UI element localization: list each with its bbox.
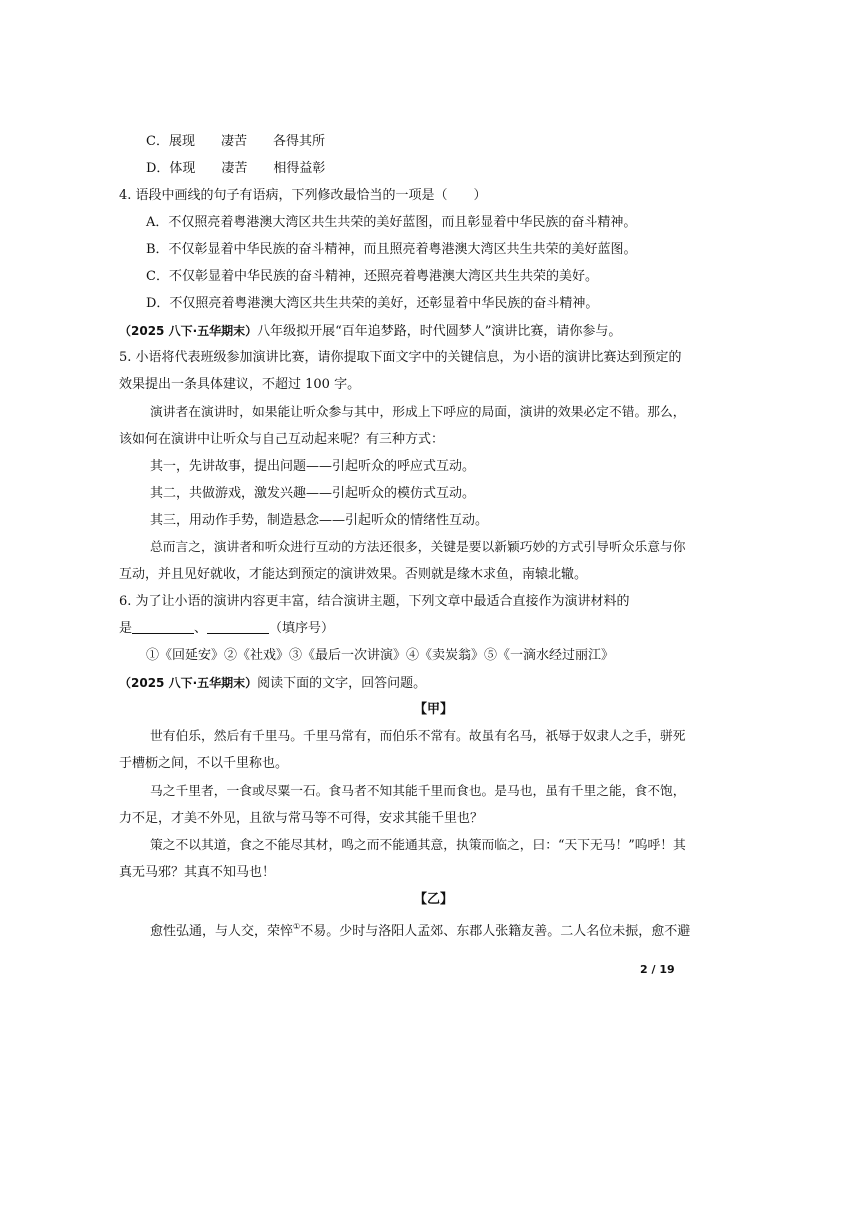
section-intro bbox=[119, 322, 621, 341]
q3-option-d: D．体现 凄苦 相得益彰 bbox=[146, 161, 326, 176]
q4-option-d: D．不仅照亮着粤港澳大湾区共生共荣的美好，还彰显着中华民族的奋斗精神。 bbox=[146, 296, 599, 311]
jia-p3-line2: 真无马邪？其真不知马也！ bbox=[119, 865, 276, 880]
q4-stem: 4. 语段中画线的句子有语病，下列修改最恰当的一项是（ ） bbox=[119, 188, 487, 203]
q6-stem-prefix: 是 bbox=[119, 621, 133, 636]
yi-p1-line1 bbox=[150, 918, 690, 941]
q5-stem-line1: 5. 小语将代表班级参加演讲比赛，请你提取下面文字中的关键信息，为小语的演讲比赛达到预定的 bbox=[119, 350, 682, 365]
q3-option-c: C．展现 凄苦 各得其所 bbox=[146, 134, 325, 149]
q5-method2: 其二，共做游戏，激发兴趣——引起听众的模仿式互动。 bbox=[150, 486, 476, 501]
reading-intro-text: 阅读下面的文字，回答问题。 bbox=[257, 676, 427, 691]
q6-separator: 、 bbox=[194, 621, 208, 636]
q5-para2-line2: 互动，并且见好就收，才能达到预定的演讲效果。否则就是缘木求鱼，南辕北辙。 bbox=[119, 567, 588, 582]
q4-option-b: B．不仅彰显着中华民族的奋斗精神，而且照亮着粤港澳大湾区共生共荣的美好蓝图。 bbox=[146, 242, 637, 257]
jia-title: 【甲】 bbox=[413, 702, 453, 717]
reading-source: （2025 八下·五华期末） bbox=[119, 676, 258, 690]
q5-method3: 其三，用动作手势，制造悬念——引起听众的情绪性互动。 bbox=[150, 513, 489, 528]
yi-text-after-note: 不易。少时与洛阳人孟郊、东郡人张籍友善。二人名位未振，愈不避 bbox=[300, 924, 691, 939]
page-number: 2 / 19 bbox=[640, 963, 675, 976]
q5-para1-line1: 演讲者在演讲时，如果能让听众参与其中，形成上下呼应的局面，演讲的效果必定不错。那么， bbox=[150, 405, 686, 420]
q6-hint: （填序号） bbox=[269, 621, 335, 636]
q4-option-a: A．不仅照亮着粤港澳大湾区共生共荣的美好蓝图，而且彰显着中华民族的奋斗精神。 bbox=[146, 215, 637, 230]
q5-para2-line1: 总而言之，演讲者和听众进行互动的方法还很多，关键是要以新颖巧妙的方式引导听众乐意与你 bbox=[150, 540, 686, 555]
q4-option-c: C．不仅彰显着中华民族的奋斗精神，还照亮着粤港澳大湾区共生共荣的美好。 bbox=[146, 269, 598, 284]
q5-para1-line2: 该如何在演讲中让听众与自己互动起来呢？有三种方式： bbox=[119, 432, 445, 447]
jia-p1-line2: 于槽枥之间，不以千里称也。 bbox=[119, 756, 289, 771]
section-intro-text: 八年级拟开展“百年追梦路，时代圆梦人”演讲比赛，请你参与。 bbox=[257, 324, 622, 339]
jia-p2-line2: 力不足，才美不外见，且欲与常马等不可得，安求其能千里也？ bbox=[119, 811, 484, 826]
q5-stem-line2: 效果提出一条具体建议，不超过 100 字。 bbox=[119, 377, 361, 392]
jia-p3-line1: 策之不以其道，食之不能尽其材，鸣之而不能通其意，执策而临之，曰：“天下无马！”呜呼！其 bbox=[150, 838, 686, 853]
yi-text-before-note: 愈性弘通，与人交，荣悴 bbox=[150, 924, 294, 939]
q6-options: ①《回延安》②《社戏》③《最后一次讲演》④《卖炭翁》⑤《一滴水经过丽江》 bbox=[146, 648, 615, 663]
answer-blank-1[interactable] bbox=[132, 620, 194, 634]
jia-p1-line1: 世有伯乐，然后有千里马。千里马常有，而伯乐不常有。故虽有名马，祇辱于奴隶人之手，骈死 bbox=[150, 729, 686, 744]
q5-method1: 其一，先讲故事，提出问题——引起听众的呼应式互动。 bbox=[150, 459, 476, 474]
footnote-mark: ① bbox=[293, 922, 301, 931]
section-source: （2025 八下·五华期末） bbox=[119, 324, 258, 338]
q6-stem-line2 bbox=[119, 620, 334, 638]
q6-stem-line1: 6. 为了让小语的演讲内容更丰富，结合演讲主题，下列文章中最适合直接作为演讲材料的 bbox=[119, 594, 630, 609]
jia-p2-line1: 马之千里者，一食或尽粟一石。食马者不知其能千里而食也。是马也，虽有千里之能，食不饱， bbox=[150, 784, 686, 799]
reading-intro bbox=[119, 674, 426, 693]
yi-title: 【乙】 bbox=[413, 892, 453, 907]
answer-blank-2[interactable] bbox=[207, 620, 269, 634]
